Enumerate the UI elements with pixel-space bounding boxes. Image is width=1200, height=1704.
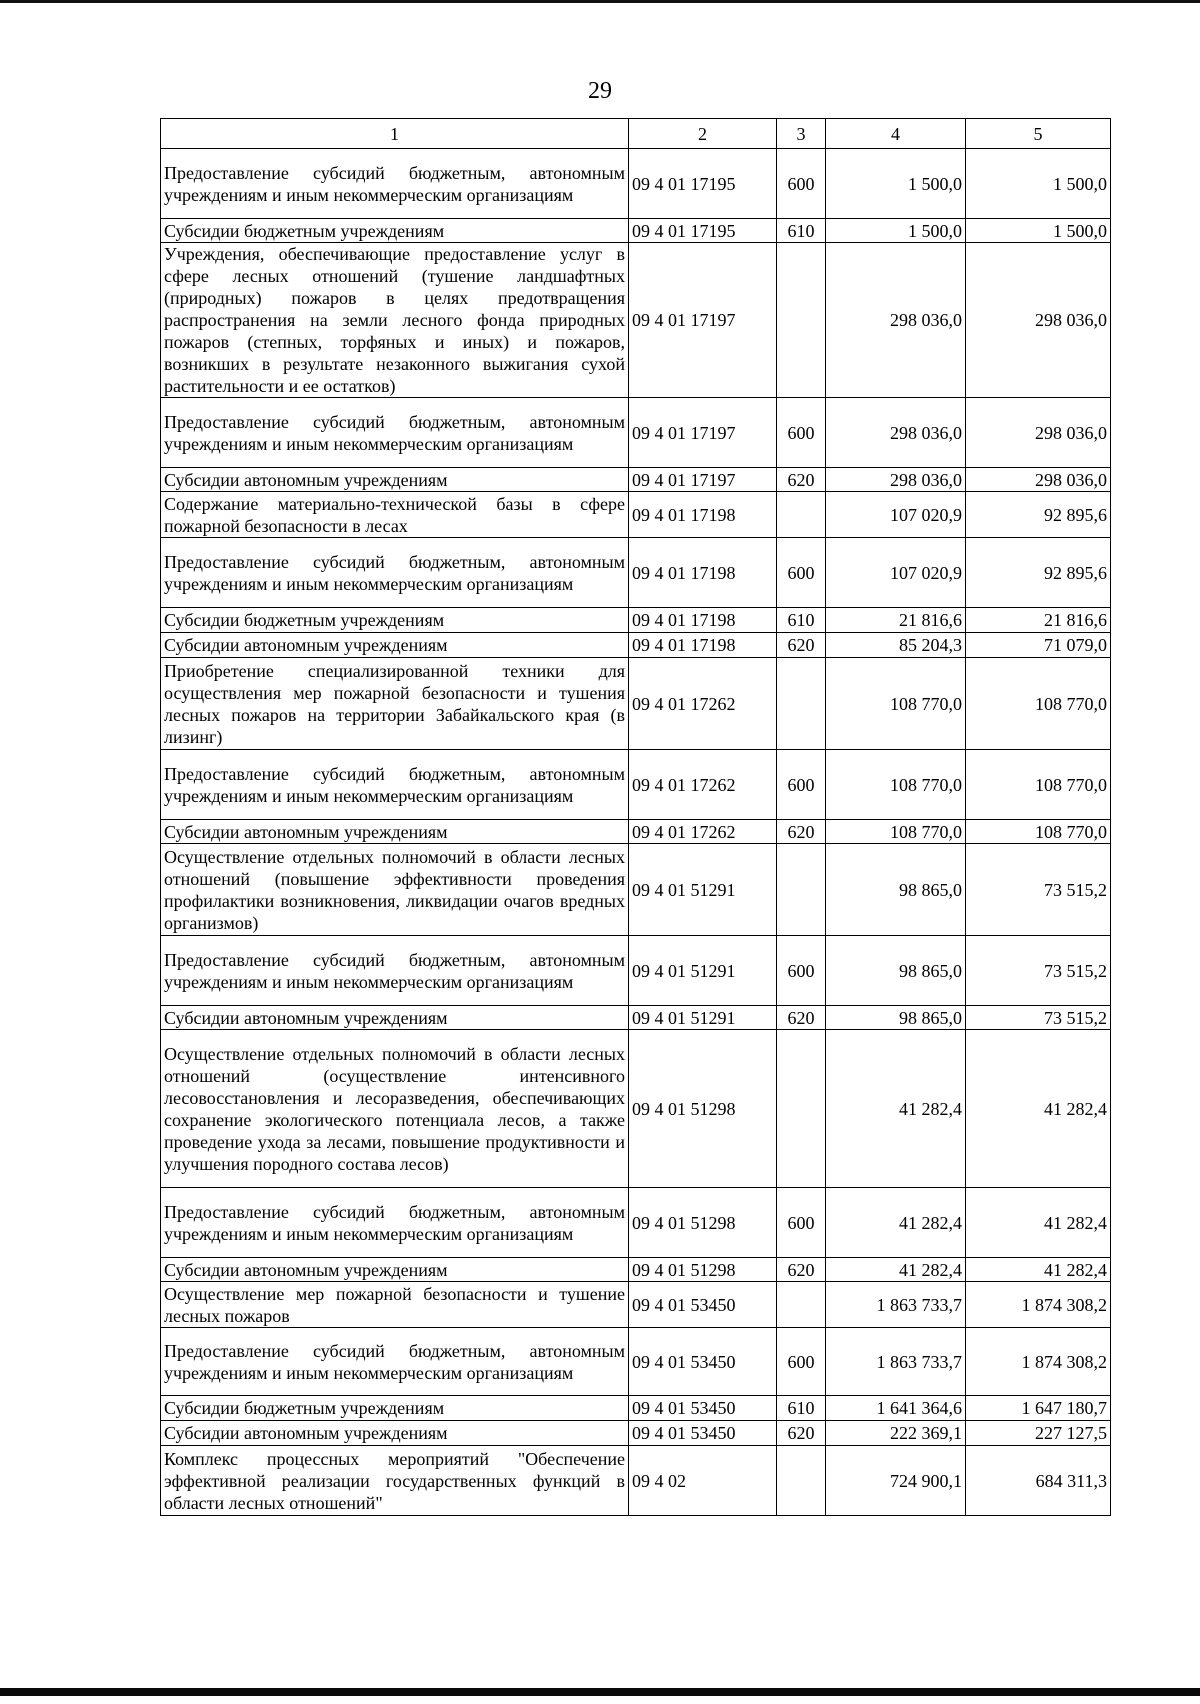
row-type-cell: 600 (777, 398, 826, 468)
row-value-2-cell: 108 770,0 (966, 750, 1111, 820)
table-row (161, 1188, 1111, 1258)
row-type-cell: 600 (777, 538, 826, 608)
table-row (161, 820, 1111, 844)
row-code-cell: 09 4 02 (629, 1446, 777, 1516)
row-value-1-cell: 98 865,0 (826, 936, 966, 1006)
row-name-cell: Предоставление субсидий бюджетным, автономным учреждениям и иным некоммерческим организациям (161, 538, 629, 608)
row-code-cell: 09 4 01 51298 (629, 1030, 777, 1188)
table-row (161, 1328, 1111, 1396)
row-code-cell: 09 4 01 53450 (629, 1396, 777, 1421)
header-row (161, 119, 1111, 149)
row-name-cell: Субсидии автономным учреждениям (161, 468, 629, 492)
row-value-2-cell: 684 311,3 (966, 1446, 1111, 1516)
table-row (161, 633, 1111, 658)
page-top-edge (0, 0, 1200, 3)
row-code-cell: 09 4 01 51291 (629, 844, 777, 936)
row-code-cell: 09 4 01 51291 (629, 1006, 777, 1030)
row-name-cell: Субсидии автономным учреждениям (161, 820, 629, 844)
row-type-cell: 600 (777, 936, 826, 1006)
row-name-cell: Субсидии бюджетным учреждениям (161, 219, 629, 243)
row-type-cell: 620 (777, 1421, 826, 1446)
page-bottom-edge (0, 1688, 1200, 1696)
row-value-1-cell: 107 020,9 (826, 492, 966, 538)
row-code-cell: 09 4 01 17198 (629, 538, 777, 608)
table-row (161, 1006, 1111, 1030)
row-name-cell: Субсидии бюджетным учреждениям (161, 608, 629, 633)
row-name-cell: Приобретение специализированной техники для осуществления мер пожарной безопасности и тушения лесных пожаров на территории Забайкальского края (в лизинг) (161, 658, 629, 750)
row-value-2-cell: 73 515,2 (966, 1006, 1111, 1030)
row-value-2-cell: 1 500,0 (966, 219, 1111, 243)
row-name-cell: Осуществление отдельных полномочий в области лесных отношений (осуществление интенсивного лесовосстановления и лесоразведения, обеспечивающих сохранение экологического потенциала лесов, а также проведение ухода за лесами, повышение продуктивности и улучшения породного состава лесов) (161, 1030, 629, 1188)
row-value-2-cell: 1 874 308,2 (966, 1282, 1111, 1328)
row-value-1-cell: 1 863 733,7 (826, 1282, 966, 1328)
row-type-cell: 620 (777, 633, 826, 658)
table-row (161, 1258, 1111, 1282)
row-name-cell: Предоставление субсидий бюджетным, автономным учреждениям и иным некоммерческим организациям (161, 1188, 629, 1258)
row-name-cell: Субсидии автономным учреждениям (161, 1421, 629, 1446)
row-type-cell (777, 492, 826, 538)
row-name-cell: Субсидии автономным учреждениям (161, 633, 629, 658)
row-name-cell: Предоставление субсидий бюджетным, автономным учреждениям и иным некоммерческим организациям (161, 1328, 629, 1396)
row-type-cell: 600 (777, 1328, 826, 1396)
table-row (161, 936, 1111, 1006)
header-cell: 4 (826, 119, 966, 149)
row-value-1-cell: 298 036,0 (826, 468, 966, 492)
row-value-1-cell: 1 500,0 (826, 219, 966, 243)
row-value-1-cell: 107 020,9 (826, 538, 966, 608)
table-row (161, 243, 1111, 398)
row-type-cell (777, 1282, 826, 1328)
row-type-cell: 610 (777, 608, 826, 633)
row-code-cell: 09 4 01 17197 (629, 398, 777, 468)
table-row (161, 658, 1111, 750)
table-row (161, 492, 1111, 538)
row-value-1-cell: 1 863 733,7 (826, 1328, 966, 1396)
row-type-cell: 600 (777, 149, 826, 219)
header-cell: 2 (629, 119, 777, 149)
row-value-2-cell: 298 036,0 (966, 243, 1111, 398)
row-value-1-cell: 108 770,0 (826, 750, 966, 820)
header-cell: 1 (161, 119, 629, 149)
row-code-cell: 09 4 01 51298 (629, 1258, 777, 1282)
table-row (161, 750, 1111, 820)
row-value-2-cell: 21 816,6 (966, 608, 1111, 633)
row-code-cell: 09 4 01 17198 (629, 492, 777, 538)
row-code-cell: 09 4 01 17198 (629, 633, 777, 658)
row-name-cell: Осуществление отдельных полномочий в области лесных отношений (повышение эффективности проведения профилактики возникновения, ликвидации очагов вредных организмов) (161, 844, 629, 936)
row-code-cell: 09 4 01 53450 (629, 1421, 777, 1446)
row-value-2-cell: 71 079,0 (966, 633, 1111, 658)
row-value-2-cell: 227 127,5 (966, 1421, 1111, 1446)
row-value-1-cell: 298 036,0 (826, 398, 966, 468)
row-value-1-cell: 41 282,4 (826, 1188, 966, 1258)
row-name-cell: Содержание материально-технической базы в сфере пожарной безопасности в лесах (161, 492, 629, 538)
row-value-1-cell: 108 770,0 (826, 820, 966, 844)
table-row (161, 1396, 1111, 1421)
row-type-cell: 620 (777, 820, 826, 844)
row-value-1-cell: 85 204,3 (826, 633, 966, 658)
row-value-2-cell: 1 874 308,2 (966, 1328, 1111, 1396)
header-cell: 5 (966, 119, 1111, 149)
row-code-cell: 09 4 01 17197 (629, 243, 777, 398)
table-row (161, 1282, 1111, 1328)
row-name-cell: Предоставление субсидий бюджетным, автономным учреждениям и иным некоммерческим организациям (161, 750, 629, 820)
row-name-cell: Субсидии автономным учреждениям (161, 1006, 629, 1030)
table-row (161, 1030, 1111, 1188)
row-value-1-cell: 98 865,0 (826, 1006, 966, 1030)
row-code-cell: 09 4 01 17195 (629, 219, 777, 243)
row-code-cell: 09 4 01 51298 (629, 1188, 777, 1258)
row-type-cell (777, 658, 826, 750)
table-row (161, 844, 1111, 936)
row-code-cell: 09 4 01 53450 (629, 1328, 777, 1396)
row-value-1-cell: 21 816,6 (826, 608, 966, 633)
row-code-cell: 09 4 01 17198 (629, 608, 777, 633)
row-type-cell: 620 (777, 1258, 826, 1282)
table-row (161, 538, 1111, 608)
row-value-1-cell: 1 641 364,6 (826, 1396, 966, 1421)
row-type-cell (777, 243, 826, 398)
row-type-cell: 620 (777, 468, 826, 492)
row-value-1-cell: 298 036,0 (826, 243, 966, 398)
row-name-cell: Предоставление субсидий бюджетным, автономным учреждениям и иным некоммерческим организациям (161, 936, 629, 1006)
row-code-cell: 09 4 01 17197 (629, 468, 777, 492)
row-type-cell (777, 844, 826, 936)
table-row (161, 398, 1111, 468)
row-name-cell: Комплекс процессных мероприятий "Обеспечение эффективной реализации государственных функций в области лесных отношений" (161, 1446, 629, 1516)
row-value-1-cell: 724 900,1 (826, 1446, 966, 1516)
page-number: 29 (588, 78, 612, 104)
table-row (161, 468, 1111, 492)
row-value-2-cell: 108 770,0 (966, 820, 1111, 844)
row-value-2-cell: 73 515,2 (966, 844, 1111, 936)
row-value-2-cell: 73 515,2 (966, 936, 1111, 1006)
row-name-cell: Субсидии бюджетным учреждениям (161, 1396, 629, 1421)
row-type-cell: 600 (777, 750, 826, 820)
row-name-cell: Предоставление субсидий бюджетным, автономным учреждениям и иным некоммерческим организациям (161, 149, 629, 219)
row-type-cell (777, 1446, 826, 1516)
row-type-cell: 610 (777, 1396, 826, 1421)
row-value-2-cell: 1 647 180,7 (966, 1396, 1111, 1421)
row-name-cell: Субсидии автономным учреждениям (161, 1258, 629, 1282)
row-value-2-cell: 41 282,4 (966, 1188, 1111, 1258)
row-value-1-cell: 1 500,0 (826, 149, 966, 219)
row-code-cell: 09 4 01 51291 (629, 936, 777, 1006)
row-value-2-cell: 92 895,6 (966, 492, 1111, 538)
table-row (161, 219, 1111, 243)
row-value-2-cell: 298 036,0 (966, 468, 1111, 492)
row-type-cell: 620 (777, 1006, 826, 1030)
row-value-2-cell: 298 036,0 (966, 398, 1111, 468)
row-type-cell: 610 (777, 219, 826, 243)
row-value-2-cell: 1 500,0 (966, 149, 1111, 219)
row-code-cell: 09 4 01 17195 (629, 149, 777, 219)
row-value-1-cell: 41 282,4 (826, 1258, 966, 1282)
budget-table (160, 118, 1111, 1516)
table-row (161, 149, 1111, 219)
row-name-cell: Учреждения, обеспечивающие предоставление услуг в сфере лесных отношений (тушение ландшафтных (природных) пожаров в целях предотвращения распространения на земли лесного фонда природных пожаров (степных, торфяных и иных) и пожаров, возникших в результате незаконного выжигания сухой растительности и ее остатков) (161, 243, 629, 398)
row-value-1-cell: 222 369,1 (826, 1421, 966, 1446)
row-value-2-cell: 108 770,0 (966, 658, 1111, 750)
row-value-2-cell: 41 282,4 (966, 1258, 1111, 1282)
row-code-cell: 09 4 01 17262 (629, 658, 777, 750)
row-code-cell: 09 4 01 53450 (629, 1282, 777, 1328)
table-row (161, 1446, 1111, 1516)
row-type-cell: 600 (777, 1188, 826, 1258)
row-value-1-cell: 41 282,4 (826, 1030, 966, 1188)
row-value-2-cell: 92 895,6 (966, 538, 1111, 608)
row-type-cell (777, 1030, 826, 1188)
row-value-1-cell: 108 770,0 (826, 658, 966, 750)
row-name-cell: Предоставление субсидий бюджетным, автономным учреждениям и иным некоммерческим организациям (161, 398, 629, 468)
table-row (161, 1421, 1111, 1446)
row-value-2-cell: 41 282,4 (966, 1030, 1111, 1188)
row-code-cell: 09 4 01 17262 (629, 750, 777, 820)
table-row (161, 608, 1111, 633)
row-code-cell: 09 4 01 17262 (629, 820, 777, 844)
row-name-cell: Осуществление мер пожарной безопасности и тушение лесных пожаров (161, 1282, 629, 1328)
row-value-1-cell: 98 865,0 (826, 844, 966, 936)
header-cell: 3 (777, 119, 826, 149)
